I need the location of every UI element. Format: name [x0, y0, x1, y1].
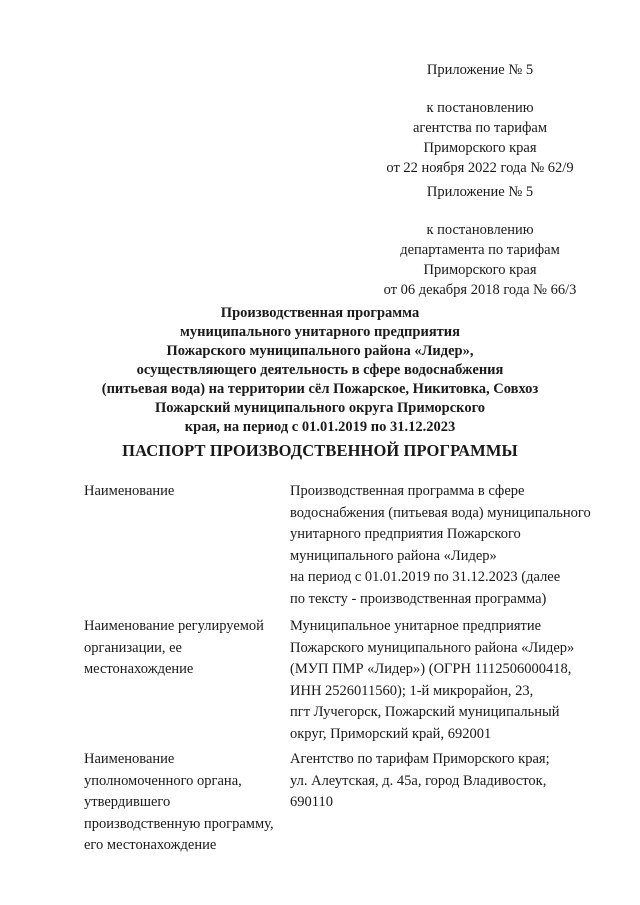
appendix-date: от 06 декабря 2018 года № 66/3 — [383, 282, 577, 298]
value-line: (МУП ПМР «Лидер») (ОГРН 1112506000418, — [290, 661, 572, 677]
title-line: Производственная программа — [220, 305, 420, 321]
label-line: Наименование регулируемой — [84, 618, 264, 634]
value-line: муниципального района «Лидер» — [290, 547, 497, 564]
value-line: Производственная программа в сфере — [290, 483, 525, 499]
appendix-title: Приложение № 5 — [426, 184, 534, 200]
appendix-line: Приморского края — [423, 140, 537, 156]
label-line: производственную программу, — [84, 815, 274, 832]
title-line: муниципального унитарного предприятия — [180, 324, 460, 340]
value-line: на период с 01.01.2019 по 31.12.2023 (далее — [290, 569, 561, 585]
value-line: округ, Приморский край, 692001 — [290, 725, 492, 742]
appendix-block-department — [360, 182, 600, 300]
row-label — [84, 481, 284, 503]
title-line: Пожарский муниципального округа Приморского — [154, 400, 486, 416]
row-value — [290, 481, 610, 610]
title-line: осуществляющего деятельность в сфере водоснабжения — [136, 362, 504, 378]
label-line: Наименование — [84, 751, 175, 767]
row-label — [84, 616, 284, 681]
appendix-line: агентства по тарифам — [413, 120, 547, 136]
title-line: края, на период с 01.01.2019 по 31.12.2023 — [184, 419, 456, 435]
title-line: Пожарского муниципального района «Лидер», — [166, 343, 474, 359]
appendix-title: Приложение № 5 — [426, 62, 534, 78]
value-line: пгт Лучегорск, Пожарский муниципальный — [290, 704, 560, 720]
title-line: (питьевая вода) на территории сёл Пожарское, Никитовка, Совхоз — [101, 381, 539, 397]
value-line: унитарного предприятия Пожарского — [290, 526, 521, 542]
appendix-line: Приморского края — [423, 262, 537, 278]
value-line: ИНН 2526011560); 1-й микрорайон, 23, — [290, 682, 534, 699]
label-line: уполномоченного органа, — [84, 772, 242, 789]
label-line: местонахождение — [84, 661, 194, 677]
label-line: утвердившего — [84, 794, 171, 810]
value-line: Муниципальное унитарное предприятие — [290, 618, 542, 634]
appendix-line: к постановлению — [426, 222, 534, 238]
value-line: ул. Алеутская, д. 45а, город Владивосток, — [290, 772, 547, 789]
appendix-block-agency — [360, 60, 600, 178]
value-line: Агентство по тарифам Приморского края; — [290, 751, 550, 767]
value-line: водоснабжения (питьевая вода) муниципального — [290, 504, 591, 521]
label-line: Наименование — [84, 483, 175, 499]
program-title — [40, 304, 600, 437]
appendix-line: к постановлению — [426, 100, 534, 116]
value-line: по тексту - производственная программа) — [290, 590, 547, 607]
row-value — [290, 616, 610, 745]
value-line: Пожарского муниципального района «Лидер» — [290, 639, 575, 656]
label-line: его местонахождение — [84, 837, 217, 853]
label-line: организации, ее — [84, 639, 182, 656]
passport-heading: ПАСПОРТ ПРОИЗВОДСТВЕННОЙ ПРОГРАММЫ — [122, 441, 518, 460]
row-value — [290, 749, 610, 814]
appendix-date: от 22 ноября 2022 года № 62/9 — [386, 160, 574, 176]
row-label — [84, 749, 284, 857]
appendix-line: департамента по тарифам — [400, 242, 560, 258]
value-line: 690110 — [290, 794, 333, 810]
